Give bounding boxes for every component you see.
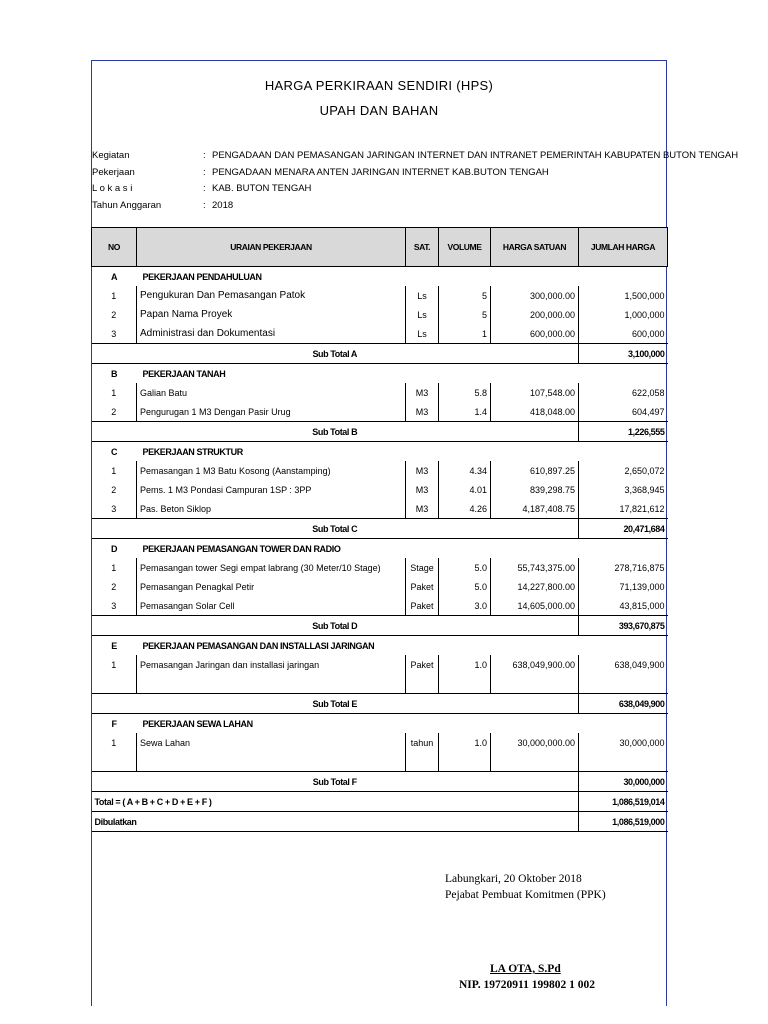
table-row xyxy=(92,733,668,752)
spacer-cell xyxy=(406,752,439,772)
item-no: 2 xyxy=(111,581,117,592)
item-unit-price: 839,298.75 xyxy=(491,480,579,499)
table-row xyxy=(92,577,668,596)
item-total: 1,000,000 xyxy=(579,305,668,324)
item-no: 1 xyxy=(111,562,117,573)
table-row xyxy=(92,286,668,305)
item-total: 3,368,945 xyxy=(579,480,668,499)
section-header-row xyxy=(92,539,668,559)
subtotal-label: Sub Total E xyxy=(92,694,579,714)
item-description: Sewa Lahan xyxy=(137,733,406,752)
item-description: Pemasangan Penagkal Petir xyxy=(137,577,406,596)
item-volume: 4.01 xyxy=(439,480,491,499)
table-row xyxy=(92,655,668,674)
table-row xyxy=(92,305,668,324)
spacer-cell xyxy=(137,752,406,772)
section-code: B xyxy=(92,364,137,384)
header-volume: VOLUME xyxy=(439,228,491,267)
table-row xyxy=(92,324,668,344)
section-code: C xyxy=(92,442,137,462)
item-unit-price: 418,048.00 xyxy=(491,402,579,422)
item-description: Pemasangan tower Segi empat labrang (30 Meter/10 Stage) xyxy=(137,558,406,577)
item-unit: M3 xyxy=(406,480,439,499)
item-volume: 1.0 xyxy=(439,655,491,674)
item-no: 2 xyxy=(111,406,117,417)
subtotal-row xyxy=(92,616,668,636)
item-unit: M3 xyxy=(406,383,439,402)
signer-name: LA OTA, S.Pd xyxy=(490,963,561,975)
subtotal-row xyxy=(92,344,668,364)
item-volume: 4.26 xyxy=(439,499,491,519)
item-unit-price: 55,743,375.00 xyxy=(491,558,579,577)
table-header-row xyxy=(92,228,668,267)
item-no: 1 xyxy=(111,290,117,301)
item-total: 71,139,000 xyxy=(579,577,668,596)
info-label: Pekerjaan xyxy=(92,167,135,178)
table-row xyxy=(92,558,668,577)
info-label: Kegiatan xyxy=(92,150,130,161)
item-volume: 5 xyxy=(439,286,491,305)
item-no: 1 xyxy=(111,465,117,476)
item-unit-price: 107,548.00 xyxy=(491,383,579,402)
subtotal-value: 1,226,555 xyxy=(579,422,668,442)
signer-nip: NIP. 19720911 199802 1 002 xyxy=(459,979,595,991)
section-title: PEKERJAAN PEMASANGAN DAN INSTALLASI JARINGAN xyxy=(137,636,668,656)
table-row xyxy=(92,499,668,519)
info-colon: : xyxy=(203,150,206,161)
item-volume: 5.0 xyxy=(439,558,491,577)
item-total: 17,821,612 xyxy=(579,499,668,519)
header-uraian: URAIAN PEKERJAAN xyxy=(137,228,406,267)
item-total: 638,049,900 xyxy=(579,655,668,674)
item-unit: Paket xyxy=(406,577,439,596)
item-unit: tahun xyxy=(406,733,439,752)
grand-total-value: 1,086,519,014 xyxy=(579,792,668,812)
section-title: PEKERJAAN SEWA LAHAN xyxy=(137,714,668,734)
info-value: 2018 xyxy=(212,200,234,211)
item-total: 622,058 xyxy=(579,383,668,402)
info-colon: : xyxy=(203,183,206,194)
item-unit-price: 610,897.25 xyxy=(491,461,579,480)
item-unit-price: 14,605,000.00 xyxy=(491,596,579,616)
section-code: A xyxy=(92,267,137,287)
hps-table xyxy=(91,227,668,832)
document-subtitle: UPAH DAN BAHAN xyxy=(319,103,439,118)
item-description: Administrasi dan Dokumentasi xyxy=(137,324,406,344)
subtotal-row xyxy=(92,422,668,442)
section-title: PEKERJAAN PENDAHULUAN xyxy=(137,267,668,287)
table-row xyxy=(92,480,668,499)
item-description: Pems. 1 M3 Pondasi Campuran 1SP : 3PP xyxy=(137,480,406,499)
item-unit-price: 30,000,000.00 xyxy=(491,733,579,752)
item-description: Pengurugan 1 M3 Dengan Pasir Urug xyxy=(137,402,406,422)
spacer-cell xyxy=(439,674,491,694)
rounded-value: 1,086,519,000 xyxy=(579,812,668,832)
header-sat: SAT. xyxy=(406,228,439,267)
rounded-total-row xyxy=(92,812,668,832)
item-volume: 3.0 xyxy=(439,596,491,616)
subtotal-label: Sub Total B xyxy=(92,422,579,442)
item-total: 1,500,000 xyxy=(579,286,668,305)
section-code: E xyxy=(92,636,137,656)
item-volume: 5.0 xyxy=(439,577,491,596)
item-unit: Ls xyxy=(406,286,439,305)
item-unit-price: 14,227,800.00 xyxy=(491,577,579,596)
item-unit: Paket xyxy=(406,596,439,616)
header-jumlah-harga: JUMLAH HARGA xyxy=(579,228,668,267)
subtotal-value: 638,049,900 xyxy=(579,694,668,714)
table-row xyxy=(92,383,668,402)
spacer-cell xyxy=(137,674,406,694)
place-date: Labungkari, 20 Oktober 2018 xyxy=(445,873,582,885)
table-row xyxy=(92,461,668,480)
subtotal-label: Sub Total C xyxy=(92,519,579,539)
item-no: 1 xyxy=(111,737,117,748)
item-total: 600,000 xyxy=(579,324,668,344)
rounded-label: Dibulatkan xyxy=(92,812,579,832)
section-header-row xyxy=(92,267,668,287)
info-colon: : xyxy=(203,200,206,211)
grand-total-label: Total = ( A + B + C + D + E + F ) xyxy=(92,792,579,812)
spacer-cell xyxy=(92,674,137,694)
subtotal-label: Sub Total D xyxy=(92,616,579,636)
item-total: 2,650,072 xyxy=(579,461,668,480)
subtotal-value: 3,100,000 xyxy=(579,344,668,364)
item-description: Pas. Beton Siklop xyxy=(137,499,406,519)
spacer-row xyxy=(92,752,668,772)
item-description: Pemasangan 1 M3 Batu Kosong (Aanstamping) xyxy=(137,461,406,480)
item-unit-price: 600,000.00 xyxy=(491,324,579,344)
section-header-row xyxy=(92,714,668,734)
item-total: 30,000,000 xyxy=(579,733,668,752)
item-no: 2 xyxy=(111,484,117,495)
section-header-row xyxy=(92,636,668,656)
item-no: 2 xyxy=(111,309,117,320)
item-description: Pemasangan Jaringan dan installasi jaringan xyxy=(137,655,406,674)
item-total: 278,716,875 xyxy=(579,558,668,577)
item-unit: Paket xyxy=(406,655,439,674)
item-no: 1 xyxy=(111,387,117,398)
item-total: 43,815,000 xyxy=(579,596,668,616)
subtotal-value: 20,471,684 xyxy=(579,519,668,539)
item-description: Pengukuran Dan Pemasangan Patok xyxy=(137,286,406,305)
spacer-cell xyxy=(92,752,137,772)
item-no: 3 xyxy=(111,503,117,514)
info-colon: : xyxy=(203,167,206,178)
section-header-row xyxy=(92,364,668,384)
item-volume: 1.4 xyxy=(439,402,491,422)
spacer-cell xyxy=(579,674,668,694)
item-total: 604,497 xyxy=(579,402,668,422)
item-description: Pemasangan Solar Cell xyxy=(137,596,406,616)
spacer-cell xyxy=(491,752,579,772)
item-volume: 1 xyxy=(439,324,491,344)
item-unit-price: 4,187,408.75 xyxy=(491,499,579,519)
section-title: PEKERJAAN STRUKTUR xyxy=(137,442,668,462)
item-unit: Stage xyxy=(406,558,439,577)
section-title: PEKERJAAN TANAH xyxy=(137,364,668,384)
item-unit: Ls xyxy=(406,324,439,344)
grand-total-row xyxy=(92,792,668,812)
section-header-row xyxy=(92,442,668,462)
info-value: KAB. BUTON TENGAH xyxy=(212,183,312,194)
subtotal-value: 30,000,000 xyxy=(579,772,668,792)
spacer-cell xyxy=(579,752,668,772)
item-description: Galian Batu xyxy=(137,383,406,402)
item-volume: 5.8 xyxy=(439,383,491,402)
header-harga-satuan: HARGA SATUAN xyxy=(491,228,579,267)
subtotal-row xyxy=(92,694,668,714)
section-title: PEKERJAAN PEMASANGAN TOWER DAN RADIO xyxy=(137,539,668,559)
item-unit-price: 300,000.00 xyxy=(491,286,579,305)
item-unit: M3 xyxy=(406,402,439,422)
item-volume: 5 xyxy=(439,305,491,324)
subtotal-label: Sub Total A xyxy=(92,344,579,364)
item-unit-price: 638,049,900.00 xyxy=(491,655,579,674)
item-no: 3 xyxy=(111,328,117,339)
item-unit: M3 xyxy=(406,461,439,480)
header-no: NO xyxy=(92,228,137,267)
subtotal-label: Sub Total F xyxy=(92,772,579,792)
info-value: PENGADAAN MENARA ANTEN JARINGAN INTERNET KAB.BUTON TENGAH xyxy=(212,167,549,178)
section-code: F xyxy=(92,714,137,734)
info-label: Tahun Anggaran xyxy=(92,200,162,211)
spacer-cell xyxy=(406,674,439,694)
item-volume: 4.34 xyxy=(439,461,491,480)
subtotal-row xyxy=(92,519,668,539)
item-description: Papan Nama Proyek xyxy=(137,305,406,324)
item-no: 3 xyxy=(111,600,117,611)
item-volume: 1.0 xyxy=(439,733,491,752)
table-row xyxy=(92,402,668,422)
document-title: HARGA PERKIRAAN SENDIRI (HPS) xyxy=(264,78,494,93)
info-value: PENGADAAN DAN PEMASANGAN JARINGAN INTERNET DAN INTRANET PEMERINTAH KABUPATEN BUTON TENGAH xyxy=(212,150,739,161)
spacer-row xyxy=(92,674,668,694)
table-row xyxy=(92,596,668,616)
section-code: D xyxy=(92,539,137,559)
signer-position: Pejabat Pembuat Komitmen (PPK) xyxy=(445,889,606,901)
item-unit: M3 xyxy=(406,499,439,519)
item-unit: Ls xyxy=(406,305,439,324)
item-no: 1 xyxy=(111,659,117,670)
subtotal-value: 393,670,875 xyxy=(579,616,668,636)
subtotal-row xyxy=(92,772,668,792)
item-unit-price: 200,000.00 xyxy=(491,305,579,324)
info-label: L o k a s i xyxy=(92,183,133,194)
spacer-cell xyxy=(439,752,491,772)
spacer-cell xyxy=(491,674,579,694)
